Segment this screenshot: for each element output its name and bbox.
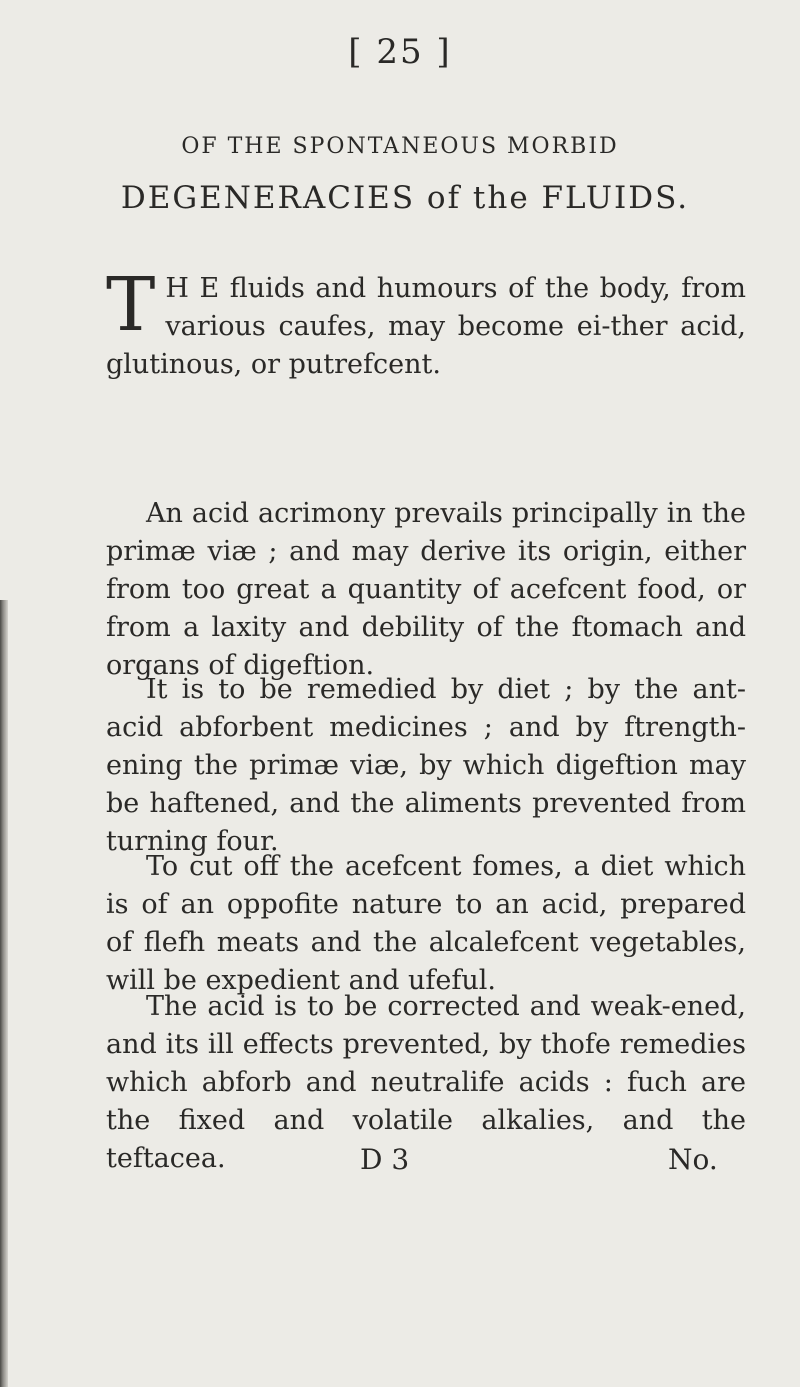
drop-cap: T: [106, 262, 156, 348]
paragraph-1-text: H E fluids and humours of the body, from various caufes, may become ei-ther acid, glutinous, or putrefcent.: [106, 273, 746, 380]
paragraph-3-text: It is to be remedied by diet ; by the ant-acid abforbent medicines ; and by ftrength-ening the primæ viæ, by which digeftion may be haftened, and the aliments prevented from turning four.: [106, 674, 746, 857]
signature-mark: D 3: [360, 1143, 410, 1176]
page-number: [ 25 ]: [348, 32, 452, 72]
paragraph-4-text: To cut off the acefcent fomes, a diet which is of an oppofite nature to an acid, prepared of flefh meats and the alcalefcent vegetables, will be expedient and ufeful.: [106, 851, 746, 996]
page-footer: [0, 1143, 800, 1183]
section-title: DEGENERACIES of the FLUIDS.: [120, 180, 690, 216]
section-caption: OF THE SPONTANEOUS MORBID: [181, 134, 619, 159]
paragraph-2: [106, 495, 746, 685]
catchword: No.: [668, 1143, 718, 1176]
paragraph-5-text: The acid is to be corrected and weak-ened, and its ill effects prevented, by thofe remedies which abforb and neutralife acids : fuch are the fixed and volatile alkalies, and the teftacea.: [106, 991, 746, 1174]
paragraph-3: [106, 671, 746, 861]
paragraph-1: [106, 262, 746, 384]
paragraph-2-text: An acid acrimony prevails principally in the primæ viæ ; and may derive its origin, either from too great a quantity of acefcent food, or from a laxity and debility of the ftomach and organs of digeftion.: [106, 498, 746, 681]
paragraph-4: [106, 848, 746, 1000]
page-edge-shadow: [0, 600, 8, 1387]
